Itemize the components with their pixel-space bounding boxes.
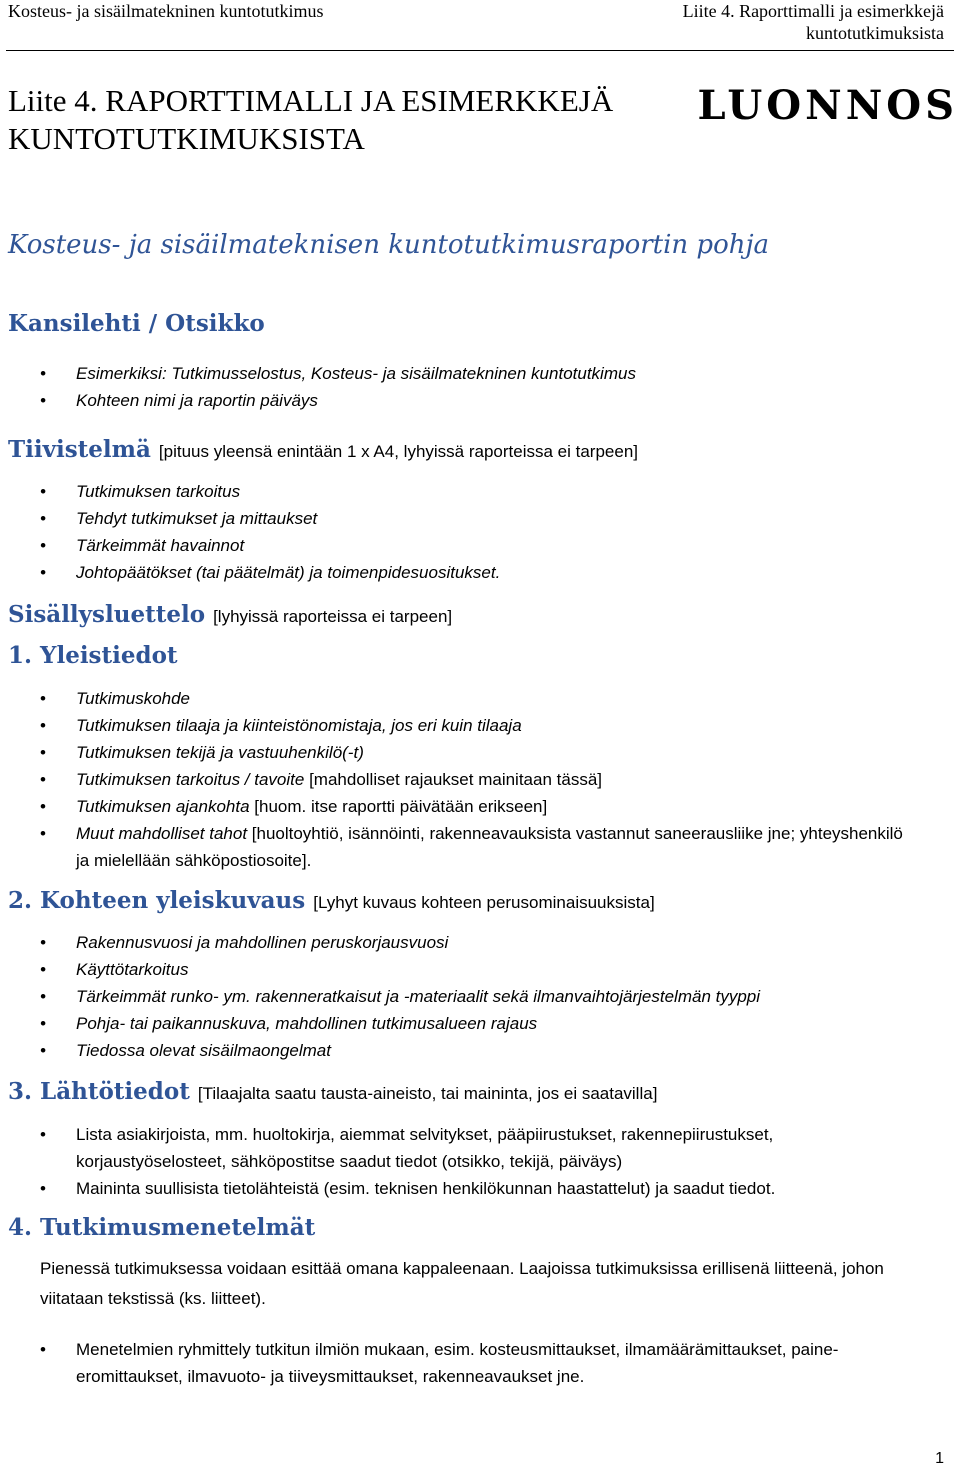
heading-kohde-text: Kohteen yleiskuvaus	[40, 887, 306, 914]
list-item: • Tutkimuksen ajankohta [huom. itse raportti päivätään erikseen]	[0, 793, 920, 820]
heading-sisallysluettelo	[8, 600, 452, 632]
heading-menetelmat-text: Tutkimusmenetelmät	[40, 1214, 316, 1241]
list-item: • Maininta suullisista tietolähteistä (esim. teknisen henkilökunnan haastattelut) ja saadut tiedot.	[0, 1175, 920, 1202]
lahtotiedot-list	[0, 1121, 920, 1202]
section-number: 4.	[8, 1214, 33, 1241]
heading-tiivistelma-text: Tiivistelmä	[8, 436, 151, 463]
page-title-line2: KUNTOTUTKIMUKSISTA	[8, 121, 365, 156]
heading-sisallys-text: Sisällysluettelo	[8, 601, 206, 628]
header-right	[524, 0, 944, 44]
section-number: 3.	[8, 1078, 33, 1105]
list-item: • Tehdyt tutkimukset ja mittaukset	[0, 505, 920, 532]
menetelmat-paragraph: Pienessä tutkimuksessa voidaan esittää omana kappaleenaan. Laajoissa tutkimuksissa erillisenä liitteenä, johon viitataan tekstissä (ks. liitteet).	[40, 1259, 884, 1308]
draft-stamp: LUONNOS	[697, 82, 958, 129]
section-number: 2.	[8, 887, 33, 914]
list-item: • Tiedossa olevat sisäilmaongelmat	[0, 1037, 920, 1064]
list-item: • Lista asiakirjoista, mm. huoltokirja, aiemmat selvitykset, pääpiirustukset, rakennepiirustukset, korjaustyöselosteet, sähköpostitse saadut tiedot (otsikko, tekijä, päiväys)	[0, 1121, 920, 1175]
section-number: 1.	[8, 642, 33, 669]
heading-sisallys-note: [lyhyissä raporteissa ei tarpeen]	[213, 607, 453, 626]
kohde-list	[0, 929, 920, 1064]
tiivistelma-list	[0, 478, 920, 586]
heading-yleistiedot	[8, 641, 178, 671]
list-item: • Muut mahdolliset tahot [huoltoyhtiö, isännöinti, rakenneavauksista vastannut saneerausliike jne; yhteyshenkilö ja mielellään sähköpostiosoite].	[0, 820, 920, 874]
heading-tiivistelma-note: [pituus yleensä enintään 1 x A4, lyhyissä raporteissa ei tarpeen]	[158, 442, 639, 461]
heading-lahtotiedot	[8, 1077, 657, 1109]
page-title	[8, 82, 613, 158]
heading-lahtotiedot-text: Lähtötiedot	[40, 1078, 190, 1105]
header-right-line2: kuntotutkimuksista	[805, 23, 944, 43]
page-title-line1: Liite 4. RAPORTTIMALLI JA ESIMERKKEJÄ	[8, 83, 614, 118]
document-subtitle: Kosteus- ja sisäilmateknisen kuntotutkimusraportin pohja	[8, 230, 770, 260]
list-item: • Kohteen nimi ja raportin päiväys	[0, 387, 920, 414]
list-item: • Käyttötarkoitus	[0, 956, 920, 983]
list-item: • Tärkeimmät runko- ym. rakenneratkaisut ja -materiaalit sekä ilmanvaihtojärjestelmän tyyppi	[0, 983, 920, 1010]
list-item: • Tärkeimmät havainnot	[0, 532, 920, 559]
list-item: • Menetelmien ryhmittely tutkitun ilmiön mukaan, esim. kosteusmittaukset, ilmamäärämittaukset, paine-eromittaukset, ilmavuoto- ja tiiveysmittaukset, rakenneavaukset jne.	[0, 1336, 920, 1390]
list-item: • Rakennusvuosi ja mahdollinen peruskorjausvuosi	[0, 929, 920, 956]
header-right-line1: Liite 4. Raporttimalli ja esimerkkejä	[682, 1, 944, 21]
heading-kohteen-yleiskuvaus	[8, 886, 655, 918]
heading-kansilehti: Kansilehti / Otsikko	[8, 310, 265, 337]
header-left: Kosteus- ja sisäilmatekninen kuntotutkimus	[8, 1, 324, 21]
list-item: • Tutkimuskohde	[0, 685, 920, 712]
list-item: • Esimerkiksi: Tutkimusselostus, Kosteus- ja sisäilmatekninen kuntotutkimus	[0, 360, 920, 387]
yleistiedot-list	[0, 685, 920, 874]
list-item: • Tutkimuksen tekijä ja vastuuhenkilö(-t)	[0, 739, 920, 766]
list-item: • Pohja- tai paikannuskuva, mahdollinen tutkimusalueen rajaus	[0, 1010, 920, 1037]
menetelmat-list	[0, 1336, 920, 1390]
heading-tutkimusmenetelmat	[8, 1213, 315, 1243]
list-item: • Tutkimuksen tarkoitus	[0, 478, 920, 505]
kansilehti-list	[0, 360, 920, 414]
page-number: 1	[935, 1450, 944, 1467]
heading-tiivistelma	[8, 435, 638, 467]
list-item: • Tutkimuksen tarkoitus / tavoite [mahdolliset rajaukset mainitaan tässä]	[0, 766, 920, 793]
heading-yleistiedot-text: Yleistiedot	[40, 642, 178, 669]
heading-lahtotiedot-note: [Tilaajalta saatu tausta-aineisto, tai maininta, jos ei saatavilla]	[197, 1084, 658, 1103]
heading-kohde-note: [Lyhyt kuvaus kohteen perusominaisuuksista]	[313, 893, 655, 912]
list-item: • Johtopäätökset (tai päätelmät) ja toimenpidesuositukset.	[0, 559, 920, 586]
header-rule	[6, 50, 954, 51]
list-item: • Tutkimuksen tilaaja ja kiinteistönomistaja, jos eri kuin tilaaja	[0, 712, 920, 739]
